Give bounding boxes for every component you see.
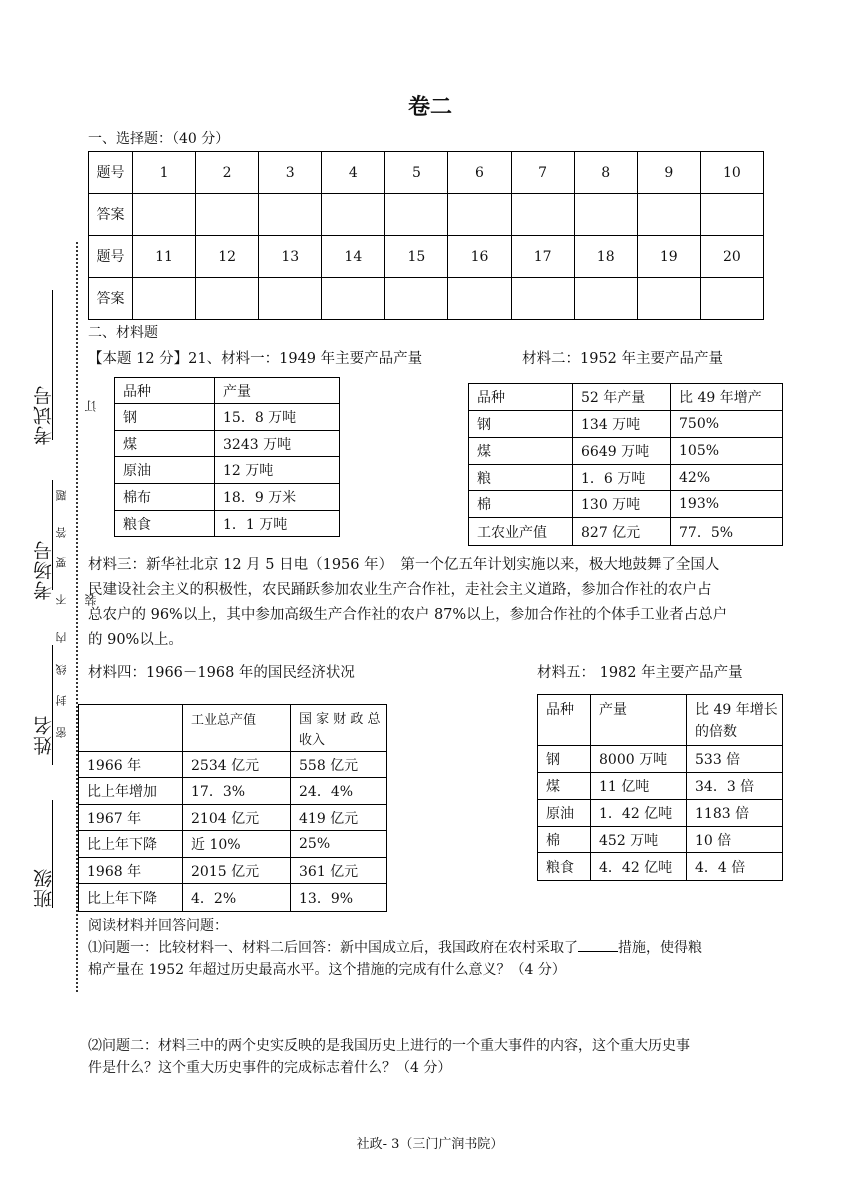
answer-blank[interactable] bbox=[578, 937, 618, 952]
table-header: 产量 bbox=[215, 378, 340, 404]
table-cell: 粮食 bbox=[115, 511, 215, 537]
answer-cell[interactable] bbox=[700, 278, 763, 320]
answer-grid-answer-row-2 bbox=[89, 278, 764, 320]
table-cell: 8000 万吨 bbox=[591, 746, 687, 773]
table-cell: 11 亿吨 bbox=[591, 773, 687, 800]
question-1-text-a: ⑴问题一：比较材料一、材料二后回答：新中国成立后，我国政府在农村采取了 bbox=[88, 940, 578, 956]
table-cell: 6649 万吨 bbox=[573, 438, 671, 465]
paragraph-line: 材料三：新华社北京 12 月 5 日电（1956 年） 第一个亿五年计划实施以来，极大地鼓舞了全国人 bbox=[88, 557, 720, 573]
binding-mark-zhuang: 装 bbox=[84, 594, 98, 606]
table-cell: 42% bbox=[671, 465, 783, 491]
binding-warning-char: 题 bbox=[55, 490, 68, 501]
question-number: 11 bbox=[133, 236, 196, 278]
table-cell: 750% bbox=[671, 411, 783, 438]
table-cell: 钢 bbox=[469, 411, 573, 438]
answer-cell[interactable] bbox=[574, 194, 637, 236]
table-cell: 棉 bbox=[469, 491, 573, 518]
question-number: 7 bbox=[511, 152, 574, 194]
answer-cell[interactable] bbox=[448, 278, 511, 320]
question-number: 3 bbox=[259, 152, 322, 194]
question-2-text-b: 件是什么？这个重大历史事件的完成标志着什么？（4 分） bbox=[88, 1060, 452, 1076]
question-number: 13 bbox=[259, 236, 322, 278]
table-header: 品种 bbox=[469, 384, 573, 411]
table-cell: 134 万吨 bbox=[573, 411, 671, 438]
question-number: 2 bbox=[196, 152, 259, 194]
section1-heading: 一、选择题：（40 分） bbox=[88, 131, 230, 147]
table-cell: 1．6 万吨 bbox=[573, 465, 671, 491]
answer-grid-question-row-2 bbox=[89, 236, 764, 278]
row-label-question: 题号 bbox=[89, 152, 133, 194]
table-cell: 558 亿元 bbox=[291, 752, 387, 778]
table-cell: 煤 bbox=[115, 431, 215, 457]
answer-grid-answer-row-1 bbox=[89, 194, 764, 236]
question-number: 10 bbox=[700, 152, 763, 194]
answer-cell[interactable] bbox=[196, 278, 259, 320]
answer-cell[interactable] bbox=[637, 194, 700, 236]
table-cell: 棉布 bbox=[115, 484, 215, 511]
answer-grid bbox=[88, 151, 764, 320]
table-cell: 419 亿元 bbox=[291, 805, 387, 831]
table-header bbox=[79, 705, 183, 752]
table-header: 国 家 财 政 总收入 bbox=[291, 705, 387, 752]
binding-warning-char: 内 bbox=[55, 632, 68, 643]
material3-paragraph bbox=[88, 553, 788, 653]
table-cell: 4．42 亿吨 bbox=[591, 853, 687, 881]
answer-cell[interactable] bbox=[196, 194, 259, 236]
table-cell: 13．9% bbox=[291, 884, 387, 912]
answer-cell[interactable] bbox=[385, 194, 448, 236]
answer-cell[interactable] bbox=[574, 278, 637, 320]
answer-cell[interactable] bbox=[322, 194, 385, 236]
table-cell: 77．5% bbox=[671, 518, 783, 546]
answer-grid-question-row-1 bbox=[89, 152, 764, 194]
row-label-question: 题号 bbox=[89, 236, 133, 278]
table-cell: 130 万吨 bbox=[573, 491, 671, 518]
table-cell: 533 倍 bbox=[687, 746, 783, 773]
answer-cell[interactable] bbox=[511, 278, 574, 320]
paragraph-line: 的 90%以上。 bbox=[88, 632, 183, 648]
row-label-answer: 答案 bbox=[89, 194, 133, 236]
table-cell: 1183 倍 bbox=[687, 800, 783, 827]
answer-cell[interactable] bbox=[322, 278, 385, 320]
page-title: 卷二 bbox=[407, 94, 452, 120]
answer-cell[interactable] bbox=[259, 194, 322, 236]
table-header: 52 年产量 bbox=[573, 384, 671, 411]
table-cell: 2534 亿元 bbox=[183, 752, 291, 778]
material5-table bbox=[537, 694, 783, 881]
material1-table bbox=[114, 377, 340, 537]
question-number: 14 bbox=[322, 236, 385, 278]
answer-cell[interactable] bbox=[511, 194, 574, 236]
question-number: 16 bbox=[448, 236, 511, 278]
table-cell: 25% bbox=[291, 831, 387, 858]
table-cell: 3243 万吨 bbox=[215, 431, 340, 457]
question-number: 9 bbox=[637, 152, 700, 194]
row-label-answer: 答案 bbox=[89, 278, 133, 320]
table-cell: 193% bbox=[671, 491, 783, 518]
table-header: 比 49 年增长的倍数 bbox=[687, 695, 783, 746]
binding-dotted-line bbox=[76, 242, 78, 992]
paragraph-line: 民建设社会主义的积极性，农民踊跃参加农业生产合作社，走社会主义道路，参加合作社的农户占 bbox=[88, 582, 712, 598]
table-cell: 18．9 万米 bbox=[215, 484, 340, 511]
question-number: 18 bbox=[574, 236, 637, 278]
table-cell: 比上年下降 bbox=[79, 831, 183, 858]
paragraph-line: 总农户的 96%以上，其中参加高级生产合作社的农户 87%以上，参加合作社的个体手工业者占总户 bbox=[88, 607, 728, 623]
table-cell: 10 倍 bbox=[687, 827, 783, 853]
table-cell: 105% bbox=[671, 438, 783, 465]
table-cell: 4．2% bbox=[183, 884, 291, 912]
table-cell: 34．3 倍 bbox=[687, 773, 783, 800]
table-cell: 棉 bbox=[538, 827, 591, 853]
material4-table bbox=[78, 704, 387, 912]
exam-number-underline[interactable] bbox=[52, 290, 53, 440]
table-cell: 煤 bbox=[469, 438, 573, 465]
material2-caption: 材料二：1952 年主要产品产量 bbox=[522, 351, 724, 367]
answer-cell[interactable] bbox=[385, 278, 448, 320]
binding-warning-char: 封 bbox=[55, 695, 68, 706]
question-1 bbox=[88, 937, 788, 981]
table-cell: 15．8 万吨 bbox=[215, 404, 340, 431]
answer-cell[interactable] bbox=[133, 194, 196, 236]
answer-cell[interactable] bbox=[133, 278, 196, 320]
table-cell: 17．3% bbox=[183, 778, 291, 805]
material5-caption: 材料五： 1982 年主要产品产量 bbox=[537, 665, 743, 681]
question-number: 15 bbox=[385, 236, 448, 278]
table-cell: 原油 bbox=[115, 457, 215, 484]
question-number: 6 bbox=[448, 152, 511, 194]
exam-number-label: 考试号 bbox=[33, 385, 55, 445]
binding-warning-char: 要 bbox=[55, 557, 68, 568]
table-cell: 近 10% bbox=[183, 831, 291, 858]
table-cell: 1968 年 bbox=[79, 858, 183, 884]
table-cell: 4．4 倍 bbox=[687, 853, 783, 881]
question-number: 19 bbox=[637, 236, 700, 278]
answer-cell[interactable] bbox=[448, 194, 511, 236]
table-header: 品种 bbox=[115, 378, 215, 404]
table-cell: 钢 bbox=[115, 404, 215, 431]
question-1-text-b: 措施，使得粮 bbox=[618, 940, 702, 956]
table-cell: 原油 bbox=[538, 800, 591, 827]
page-footer: 社政- 3（三门广润书院） bbox=[356, 1137, 504, 1152]
table-header: 品种 bbox=[538, 695, 591, 746]
answer-cell[interactable] bbox=[637, 278, 700, 320]
exam-room-underline[interactable] bbox=[52, 480, 53, 590]
binding-warning-char: 不 bbox=[55, 594, 68, 605]
question-number: 5 bbox=[385, 152, 448, 194]
class-underline[interactable] bbox=[52, 800, 53, 908]
material4-caption: 材料四：1966－1968 年的国民经济状况 bbox=[88, 665, 355, 681]
table-cell: 2104 亿元 bbox=[183, 805, 291, 831]
q21-intro: 【本题 12 分】21、材料一：1949 年主要产品产量 bbox=[88, 351, 423, 367]
question-number: 8 bbox=[574, 152, 637, 194]
binding-warning-char: 密 bbox=[55, 727, 68, 738]
table-cell: 工农业产值 bbox=[469, 518, 573, 546]
table-cell: 1966 年 bbox=[79, 752, 183, 778]
table-cell: 粮食 bbox=[538, 853, 591, 881]
question-number: 20 bbox=[700, 236, 763, 278]
binding-warning-char: 答 bbox=[55, 527, 68, 538]
table-cell: 1．42 亿吨 bbox=[591, 800, 687, 827]
question-number: 1 bbox=[133, 152, 196, 194]
table-cell: 24．4% bbox=[291, 778, 387, 805]
table-header: 工业总产值 bbox=[183, 705, 291, 752]
question-number: 12 bbox=[196, 236, 259, 278]
answer-cell[interactable] bbox=[259, 278, 322, 320]
name-label: 姓名 bbox=[33, 715, 55, 755]
table-cell: 煤 bbox=[538, 773, 591, 800]
question-number: 4 bbox=[322, 152, 385, 194]
table-header: 产量 bbox=[591, 695, 687, 746]
material2-table bbox=[468, 383, 783, 546]
question-number: 17 bbox=[511, 236, 574, 278]
table-cell: 452 万吨 bbox=[591, 827, 687, 853]
table-cell: 2015 亿元 bbox=[183, 858, 291, 884]
table-cell: 比上年下降 bbox=[79, 884, 183, 912]
section2-heading: 二、材料题 bbox=[88, 325, 158, 341]
question-1-text-c: 棉产量在 1952 年超过历史最高水平。这个措施的完成有什么意义？（4 分） bbox=[88, 962, 566, 978]
answer-cell[interactable] bbox=[700, 194, 763, 236]
question-2 bbox=[88, 1035, 788, 1079]
table-cell: 粮 bbox=[469, 465, 573, 491]
table-cell: 1．1 万吨 bbox=[215, 511, 340, 537]
question-2-text-a: ⑵问题二：材料三中的两个史实反映的是我国历史上进行的一个重大事件的内容，这个重大历史事 bbox=[88, 1038, 690, 1054]
table-cell: 827 亿元 bbox=[573, 518, 671, 546]
table-cell: 钢 bbox=[538, 746, 591, 773]
table-cell: 12 万吨 bbox=[215, 457, 340, 484]
class-label: 班级 bbox=[33, 868, 55, 908]
binding-mark-ding: 订 bbox=[84, 400, 98, 412]
table-cell: 361 亿元 bbox=[291, 858, 387, 884]
name-underline[interactable] bbox=[52, 645, 53, 765]
table-header: 比 49 年增产 bbox=[671, 384, 783, 411]
table-cell: 比上年增加 bbox=[79, 778, 183, 805]
binding-warning-char: 线 bbox=[55, 664, 68, 675]
table-cell: 1967 年 bbox=[79, 805, 183, 831]
exam-room-label: 考场号 bbox=[33, 540, 55, 600]
read-prompt: 阅读材料并回答问题： bbox=[88, 918, 228, 934]
